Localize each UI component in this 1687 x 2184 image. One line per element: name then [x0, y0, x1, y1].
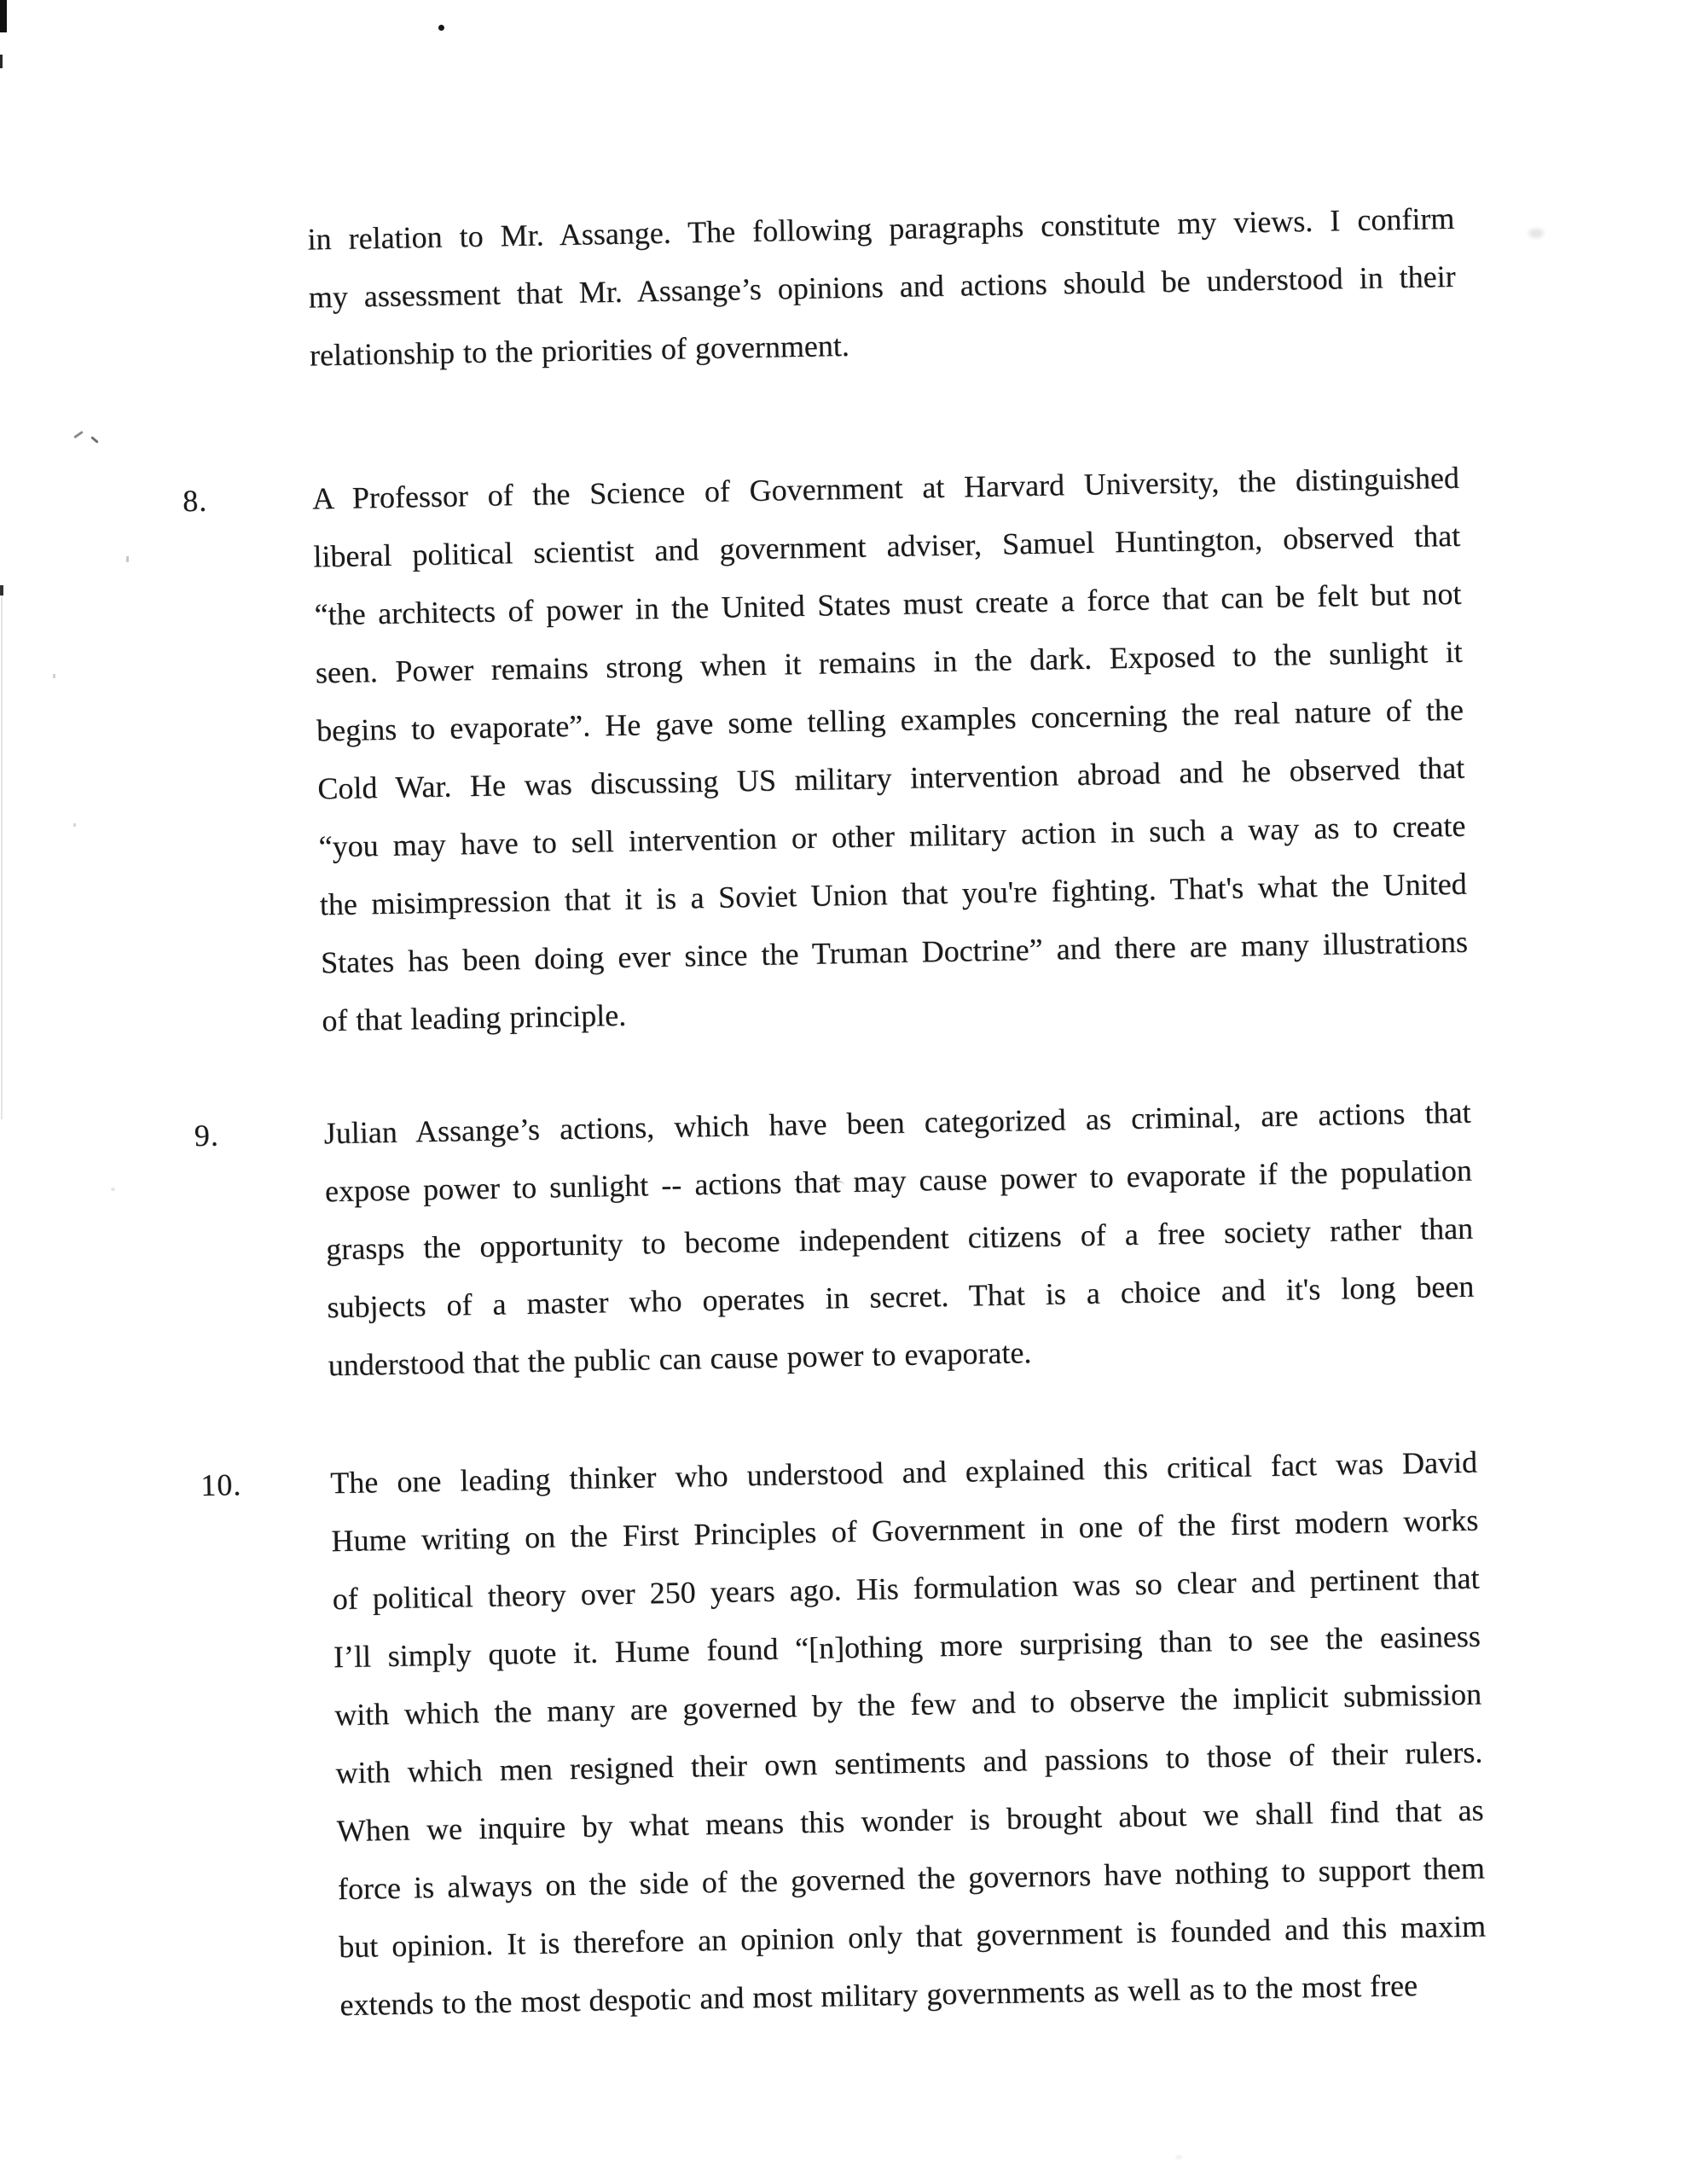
- paragraph-10: [23, 1432, 1551, 2040]
- scan-artifact-edge-line: [1, 590, 3, 1119]
- paragraph-number: 8.: [182, 483, 208, 519]
- text-line: expose power to sunlight -- actions that may cause power to evaporate if the population: [324, 1153, 1473, 1209]
- text-line: of that leading principle.: [321, 997, 627, 1038]
- text-line: I’ll simply quote it. Hume found “[n]othing more surprising than to see the easiness: [333, 1618, 1481, 1675]
- text-line: Julian Assange’s actions, which have been categorized as criminal, are actions that: [323, 1095, 1471, 1151]
- text-line: “you may have to sell intervention or other military action in such a way as to create: [318, 808, 1466, 864]
- paragraph-continuation: [0, 188, 1521, 390]
- text-line: relationship to the priorities of government.: [309, 328, 850, 373]
- paragraph-9: [16, 1082, 1539, 1400]
- text-line: When we inquire by what means this wonder is brought about we shall find that as: [336, 1792, 1484, 1849]
- paragraph-text: [312, 449, 1470, 1050]
- scan-artifact-smudge: [1528, 229, 1544, 238]
- text-line: subjects of a master who operates in secret. That is a choice and it's long been: [327, 1269, 1475, 1325]
- scan-artifact-ink-dot: [438, 25, 444, 31]
- text-line: States has been doing ever since the Truman Doctrine” and there are many illustrations: [320, 924, 1469, 980]
- text-line: force is always on the side of the governed the governors have nothing to support them: [337, 1850, 1486, 1907]
- text-line: Hume writing on the First Principles of Government in one of the first modern works: [331, 1502, 1479, 1559]
- text-line: A Professor of the Science of Government at Harvard University, the distinguished: [311, 460, 1460, 516]
- scan-artifact-corner-bar: [0, 0, 7, 32]
- text-line: liberal political scientist and government adviser, Samuel Huntington, observed that: [313, 518, 1461, 574]
- text-line: grasps the opportunity to become independent citizens of a free society rather than: [325, 1211, 1474, 1267]
- text-line: with which the many are governed by the few and to observe the implicit submission: [333, 1676, 1482, 1733]
- paragraph-text: [330, 1433, 1487, 2035]
- document-body: [0, 188, 1551, 2039]
- paragraph-text: [307, 189, 1458, 385]
- text-line: “the architects of power in the United States must create a force that can be felt but not: [314, 576, 1462, 632]
- text-line: with which men resigned their own sentiments and passions to those of their rulers.: [335, 1734, 1483, 1791]
- text-line: The one leading thinker who understood and explained this critical fact was David: [329, 1444, 1478, 1501]
- text-line: extends to the most despotic and most military governments as well as to the most free: [339, 1967, 1418, 2023]
- scan-artifact-edge-tick: [0, 55, 3, 68]
- text-line: seen. Power remains strong when it remains in the dark. Exposed to the sunlight it: [315, 634, 1464, 690]
- text-line: Cold War. He was discussing US military intervention abroad and he observed that: [317, 750, 1465, 806]
- paragraph-number: [177, 211, 307, 213]
- text-line: in relation to Mr. Assange. The following paragraphs constitute my views. I confirm: [307, 200, 1455, 257]
- text-line: of political theory over 250 years ago. His formulation was so clear and pertinent that: [332, 1560, 1480, 1617]
- text-line: but opinion. It is therefore an opinion only that government is founded and this maxim: [338, 1908, 1487, 1965]
- text-line: begins to evaporate”. He gave some telling examples concerning the real nature of the: [316, 692, 1464, 748]
- paragraph-number: 9.: [194, 1118, 220, 1153]
- paragraph-number: 10.: [200, 1467, 242, 1503]
- text-line: understood that the public can cause power to evaporate.: [328, 1335, 1032, 1383]
- paragraph-text: [323, 1083, 1475, 1395]
- text-line: my assessment that Mr. Assange’s opinions and actions should be understood in their: [308, 258, 1456, 315]
- text-line: the misimpression that it is a Soviet Union that you're fighting. That's what the United: [319, 866, 1468, 922]
- scan-artifact-speck: [1175, 2155, 1182, 2159]
- paragraph-8: [5, 447, 1533, 1055]
